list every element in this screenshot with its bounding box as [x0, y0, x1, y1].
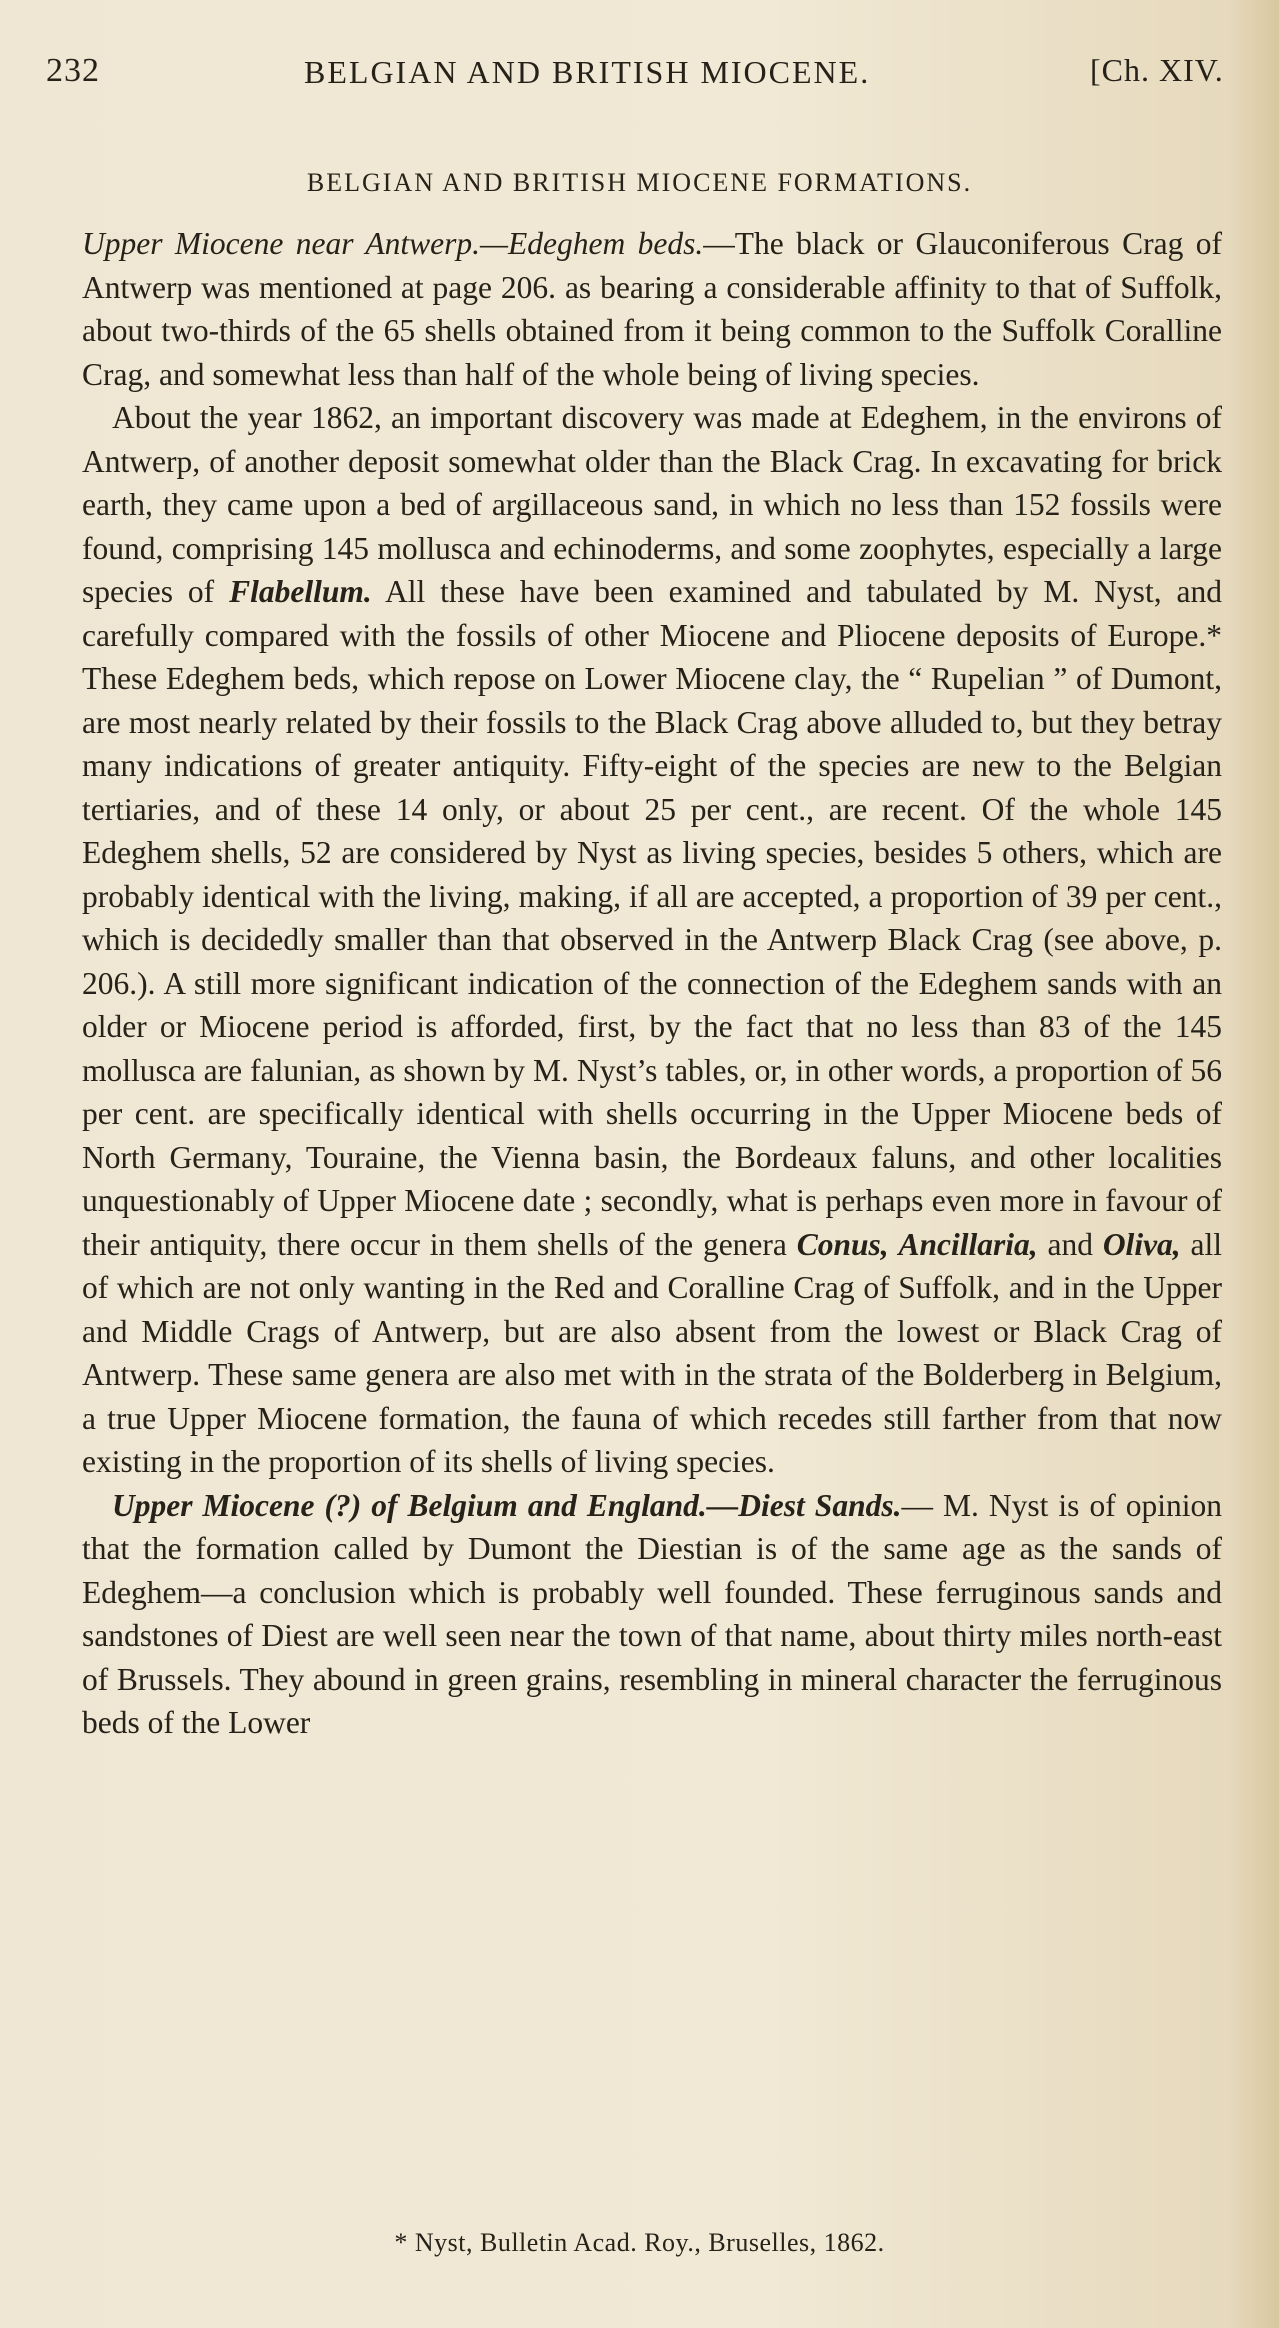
- paragraph-diest-sands: [82, 1484, 1222, 1745]
- paragraph-text: —The black or Glauconiferous Crag of Antwerp was mentioned at page 206. as bearing a considerable affinity to that of Suffolk, about two-thirds of the 65 shells obtained from it being common to the Suffolk Coralline Crag, and somewhat less than half of the whole being of living species.: [82, 226, 1222, 392]
- chapter-marker: [Ch. XIV.: [1090, 52, 1224, 88]
- genus-name: Oliva,: [1102, 1226, 1181, 1262]
- genus-name: Ancillaria,: [898, 1226, 1038, 1262]
- footnote: * Nyst, Bulletin Acad. Roy., Bruselles, 1862.: [394, 2228, 885, 2257]
- paragraph-heading: Upper Miocene (?) of Belgium and England.—Diest Sands.: [112, 1487, 902, 1523]
- paragraph-text: All these have been examined and tabulated by M. Nyst, and carefully compared with the fossils of other Miocene and Pliocene deposits of Europe.* These Edeghem beds, which repose on Lower Miocene clay, the “ Rupelian ” of Dumont, are most nearly related by their fossils to the Black Crag above alluded to, but they betray many indications of greater antiquity. Fifty-eight of the species are new to the Belgian tertiaries, and of these 14 only, or about 25 per cent., are recent. Of the whole 145 Edeghem shells, 52 are considered by Nyst as living species, besides 5 others, which are probably identical with the living, making, if all are accepted, a proportion of 39 per cent., which is decidedly smaller than that observed in the Antwerp Black Crag (see above, p. 206.). A still more significant indication of the connection of the Edeghem sands with an older or Miocene period is afforded, first, by the fact that no less than 83 of the 145 mollusca are falunian, as shown by M. Nyst’s tables, or, in other words, a proportion of 56 per cent. are specifically identical with shells occurring in the Upper Miocene beds of North Germany, Touraine, the Vienna basin, the Bordeaux faluns, and other localities unquestionably of Upper Miocene date ; secondly, what is perhaps even more in favour of their antiquity, there occur in them shells of the genera: [82, 574, 1222, 1262]
- paragraph-text: — M. Nyst is of opinion that the formation called by Dumont the Diestian is of the same age as the sands of Edeghem—a conclusion which is probably well founded. These ferruginous sands and sandstones of Diest are well seen near the town of that name, about thirty miles north-east of Brussels. They abound in green grains, resembling in mineral character the ferruginous beds of the Lower: [82, 1487, 1222, 1740]
- page-number: 232: [46, 52, 100, 89]
- paragraph-heading: Upper Miocene near Antwerp.—Edeghem beds.: [82, 226, 704, 261]
- running-head: [46, 52, 1226, 102]
- genus-name: Flabellum.: [229, 574, 372, 609]
- running-title: BELGIAN AND BRITISH MIOCENE.: [304, 54, 871, 90]
- paragraph-edeghem-discovery: [82, 396, 1222, 1484]
- body-text: [82, 222, 1222, 1745]
- paragraph-upper-miocene-antwerp: [82, 222, 1222, 396]
- genus-name: Conus,: [796, 1226, 889, 1262]
- paragraph-text: and: [1037, 1226, 1103, 1262]
- paragraph-text: About the year 1862, an important discovery was made at Edeghem, in the environs of Antwerp, of another deposit somewhat older than the Black Crag. In excavating for brick earth, they came upon a bed of argillaceous sand, in which no less than 152 fossils were found, comprising 145 mollusca and echinoderms, and some zoophytes, especially a large species of: [82, 400, 1222, 609]
- section-heading: BELGIAN AND BRITISH MIOCENE FORMATIONS.: [306, 168, 973, 197]
- paragraph-text: all of which are not only wanting in the Red and Coralline Crag of Suffolk, and in the Upper and Middle Crags of Antwerp, but are also absent from the lowest or Black Crag of Antwerp. These same genera are also met with in the strata of the Bolderberg in Belgium, a true Upper Miocene formation, the fauna of which recedes still farther from that now existing in the proportion of its shells of living species.: [82, 1226, 1222, 1479]
